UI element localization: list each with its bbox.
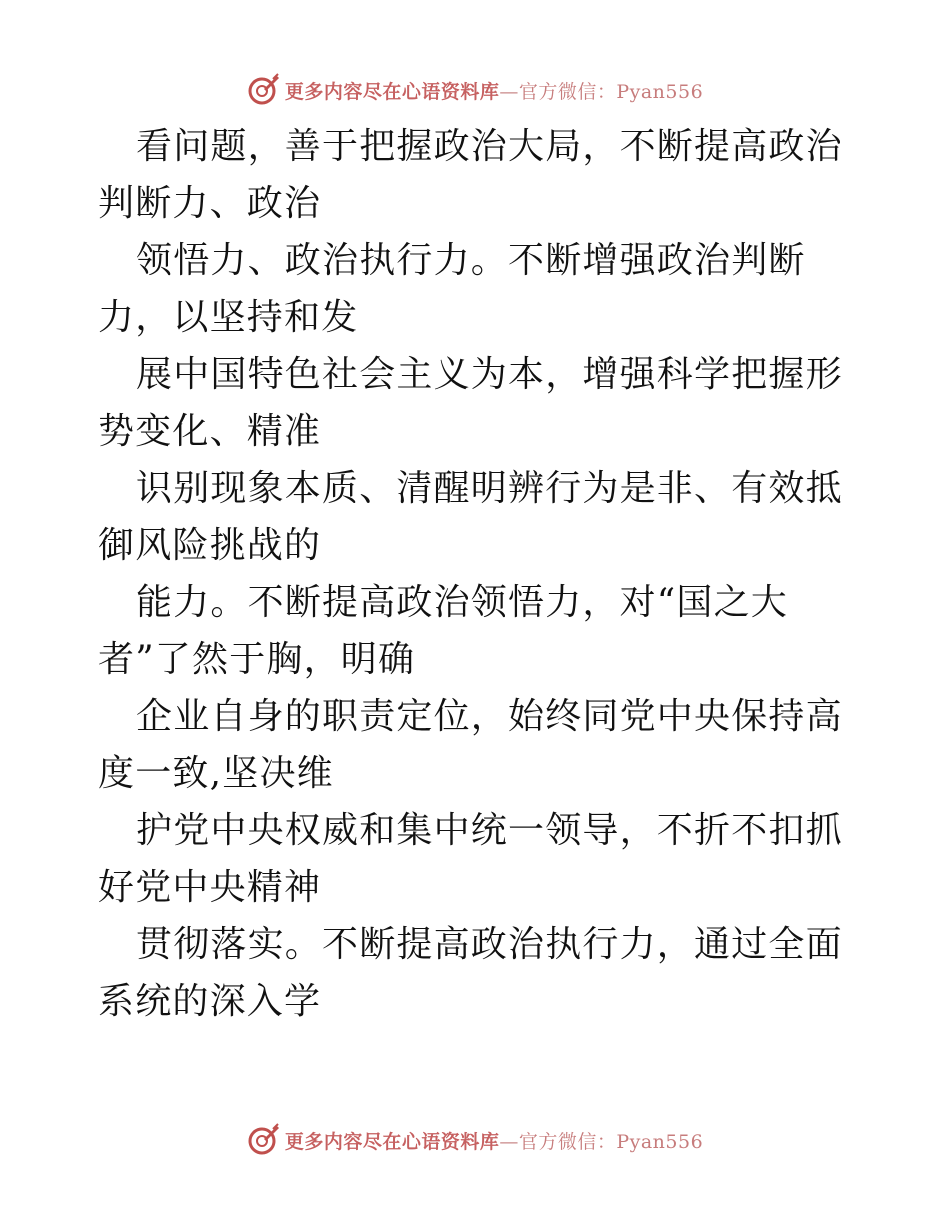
paragraph-line: 能力。不断提高政治领悟力，对“国之大者”了然于胸，明确: [98, 582, 789, 680]
footer-banner: [0, 1120, 950, 1160]
paragraph-line: 看问题，善于把握政治大局，不断提高政治判断力、政治: [98, 126, 843, 224]
footer-wechat-text: 官方微信：Pyan556: [518, 1130, 704, 1153]
header-wechat-text: 官方微信：Pyan556: [518, 80, 704, 103]
footer-banner-text: [285, 1127, 703, 1154]
paragraph-line: 识别现象本质、清醒明辨行为是非、有效抵御风险挑战的: [98, 468, 843, 566]
header-separator: —: [499, 80, 519, 103]
footer-brand-text: 更多内容尽在心语资料库: [284, 1130, 500, 1153]
paragraph-line: 领悟力、政治执行力。不断增强政治判断力，以坚持和发: [98, 240, 806, 338]
paragraph-line: 展中国特色社会主义为本，增强科学把握形势变化、精准: [98, 354, 843, 452]
header-banner: [0, 70, 950, 110]
header-brand-text: 更多内容尽在心语资料库: [284, 80, 500, 103]
document-body: [98, 118, 858, 1030]
pen-nib-circle-logo-icon: [247, 1123, 281, 1157]
header-banner-text: [285, 77, 703, 104]
footer-separator: —: [499, 1130, 519, 1153]
paragraph-line: 护党中央权威和集中统一领导，不折不扣抓好党中央精神: [98, 810, 843, 908]
paragraph-line: 贯彻落实。不断提高政治执行力，通过全面系统的深入学: [98, 924, 843, 1022]
paragraph-line: 企业自身的职责定位，始终同党中央保持高度一致,坚决维: [98, 696, 843, 794]
pen-nib-circle-logo-icon: [247, 73, 281, 107]
